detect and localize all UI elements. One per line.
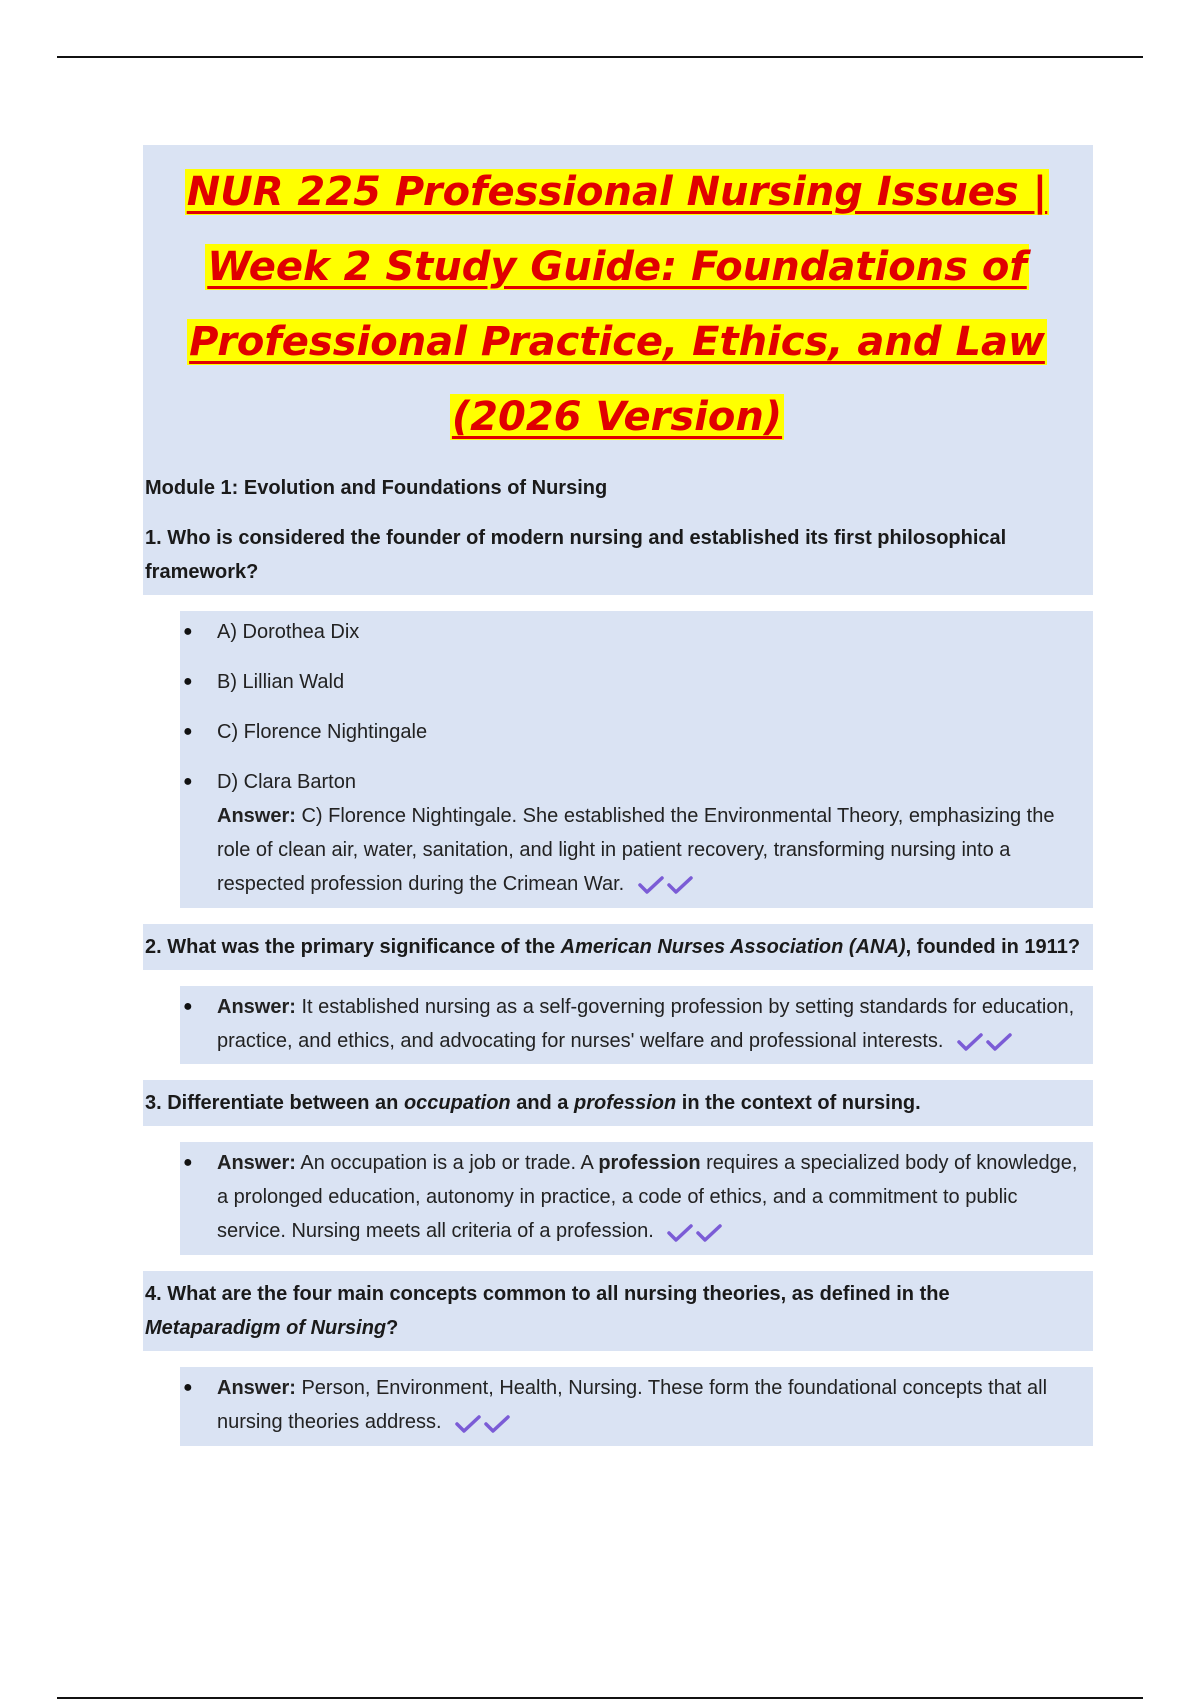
document-body bbox=[143, 145, 1093, 1462]
title-line-1: NUR 225 Professional Nursing Issues | bbox=[186, 169, 1048, 215]
question-4-part-b: ? bbox=[386, 1317, 399, 1340]
answer-strong: profession bbox=[598, 1152, 701, 1175]
question-block-2 bbox=[143, 924, 1093, 970]
answer-item-2 bbox=[180, 990, 1083, 1059]
bullet-icon: ● bbox=[183, 1154, 193, 1172]
checkmark-icon bbox=[667, 1223, 723, 1243]
double-checkmark-icon bbox=[667, 1215, 723, 1249]
answer-label: Answer: bbox=[217, 995, 296, 1018]
answer-label: Answer: bbox=[217, 1152, 296, 1175]
question-block-3 bbox=[143, 1080, 1093, 1126]
option-a-text: A) Dorothea Dix bbox=[217, 621, 360, 643]
checkmark-icon bbox=[957, 1032, 1013, 1052]
question-1: 1. Who is considered the founder of modern nursing and established its first philosophical framework? bbox=[145, 527, 1007, 583]
question-2-emphasis: American Nurses Association (ANA) bbox=[560, 935, 906, 958]
double-checkmark-icon bbox=[455, 1406, 511, 1440]
answer-item-4 bbox=[180, 1371, 1083, 1440]
top-rule bbox=[57, 56, 1143, 58]
double-checkmark-icon bbox=[638, 868, 694, 902]
answer-label: Answer: bbox=[217, 1377, 296, 1400]
answer-list-3 bbox=[180, 1146, 1083, 1249]
bullet-icon: ● bbox=[183, 1379, 193, 1397]
question-2-part-b: , founded in 1911? bbox=[905, 935, 1081, 958]
checkmark-icon bbox=[638, 875, 694, 895]
title-line-3: Professional Practice, Ethics, and Law bbox=[189, 319, 1045, 365]
title-wrap bbox=[145, 151, 1089, 473]
answer-block-1 bbox=[180, 611, 1093, 908]
bullet-icon: ● bbox=[183, 723, 193, 740]
question-3 bbox=[145, 1086, 1089, 1120]
answer-item-3 bbox=[180, 1146, 1083, 1249]
bottom-rule bbox=[57, 1697, 1143, 1699]
bullet-icon: ● bbox=[183, 623, 193, 640]
bullet-icon: ● bbox=[183, 997, 193, 1015]
answer-block-3 bbox=[180, 1142, 1093, 1255]
question-4-emphasis: Metaparadigm of Nursing bbox=[145, 1317, 387, 1340]
question-block-4 bbox=[143, 1271, 1093, 1351]
option-b bbox=[180, 665, 1083, 699]
bullet-icon: ● bbox=[183, 673, 193, 690]
answer-text-a: An occupation is a job or trade. A bbox=[295, 1152, 599, 1175]
document-title bbox=[155, 155, 1079, 455]
bullet-icon: ● bbox=[183, 773, 193, 790]
answer-block-2 bbox=[180, 986, 1093, 1065]
title-block bbox=[143, 145, 1093, 595]
answer-text: C) Florence Nightingale. She established the Environmental Theory, emphasizing the role of clean air, water, sanitation, and light in patient recovery, transforming nursing into a respected profession during the Crimean War. bbox=[217, 805, 1055, 895]
answer-list-2 bbox=[180, 990, 1083, 1059]
title-line-2: Week 2 Study Guide: Foundations of bbox=[207, 244, 1027, 290]
question-3-part-c: in the context of nursing. bbox=[676, 1092, 921, 1115]
double-checkmark-icon bbox=[957, 1024, 1013, 1058]
question-2 bbox=[145, 930, 1089, 964]
answer-list-4 bbox=[180, 1371, 1083, 1440]
question-3-part-b: and a bbox=[510, 1092, 574, 1115]
question-4 bbox=[145, 1277, 1089, 1345]
option-c bbox=[180, 715, 1083, 749]
answer-text: Person, Environment, Health, Nursing. These form the foundational concepts that all nursing theories address. bbox=[217, 1377, 1048, 1434]
checkmark-icon bbox=[455, 1414, 511, 1434]
option-c-text: C) Florence Nightingale bbox=[217, 721, 428, 743]
question-4-part-a: 4. What are the four main concepts common to all nursing theories, as defined in the bbox=[145, 1283, 950, 1306]
option-b-text: B) Lillian Wald bbox=[217, 671, 345, 693]
answer-text: It established nursing as a self-governing profession by setting standards for education, practice, and ethics, and advocating for nurses' welfare and professional interests. bbox=[217, 995, 1075, 1052]
option-a bbox=[180, 615, 1083, 649]
answer-block-4 bbox=[180, 1367, 1093, 1446]
answer-text-b: requires a specialized body of knowledge, a prolonged education, autonomy in practice, a code of ethics, and a commitment to public service. Nursing meets all criteria of a profession. bbox=[217, 1152, 1078, 1243]
options-list-1 bbox=[180, 615, 1083, 902]
option-d bbox=[180, 765, 1083, 902]
answer-label: Answer: bbox=[217, 805, 296, 827]
title-line-4: (2026 Version) bbox=[451, 394, 783, 440]
option-d-text: D) Clara Barton bbox=[217, 771, 356, 793]
question-3-part-a: 3. Differentiate between an bbox=[145, 1092, 404, 1115]
question-3-emphasis-2: profession bbox=[574, 1092, 677, 1115]
question-2-part-a: 2. What was the primary significance of the bbox=[145, 935, 561, 958]
module-heading: Module 1: Evolution and Foundations of Nursing bbox=[145, 477, 608, 499]
question-3-emphasis-1: occupation bbox=[403, 1092, 511, 1115]
